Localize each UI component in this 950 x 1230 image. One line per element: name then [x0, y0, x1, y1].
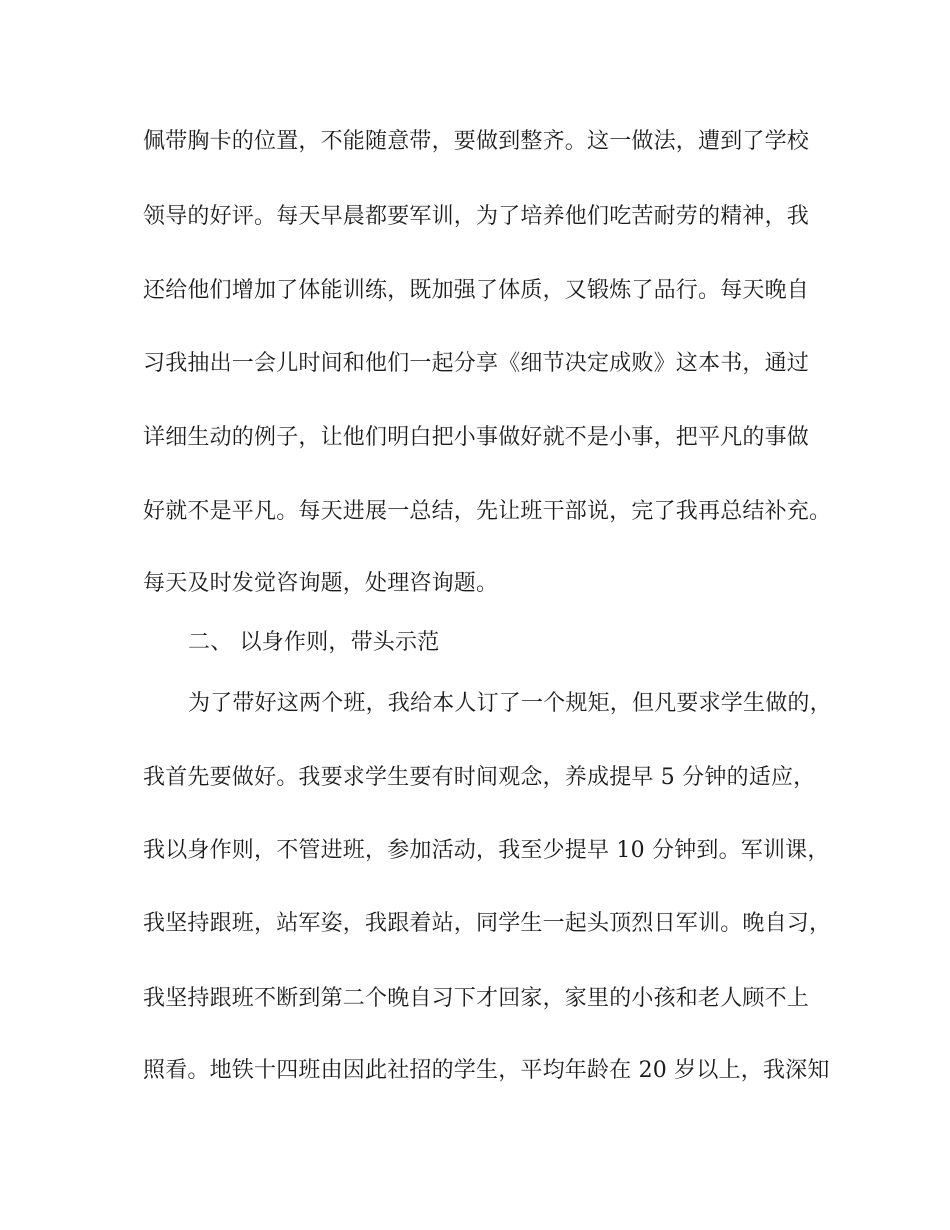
paragraph-line: 佩带胸卡的位置，不能随意带，要做到整齐。这一做法，遭到了学校	[143, 129, 810, 154]
paragraph-line: 每天及时发觉咨询题，处理咨询题。	[143, 571, 499, 596]
paragraph-line: 我坚持跟班，站军姿，我跟着站，同学生一起头顶烈日军训。晚自习，	[143, 911, 832, 936]
paragraph-line: 我以身作则，不管进班，参加活动，我至少提早 10 分钟到。军训课，	[143, 838, 830, 863]
paragraph-line: 还给他们增加了体能训练，既加强了体质，又锻炼了品行。每天晚自	[143, 278, 810, 303]
paragraph-line: 照看。地铁十四班由因此社招的学生，平均年龄在 20 岁以上，我深知	[143, 1058, 830, 1083]
paragraph-line: 我首先要做好。我要求学生要有时间观念，养成提早 5 分钟的适应，	[143, 765, 816, 790]
paragraph-line: 好就不是平凡。每天进展一总结，先让班干部说，完了我再总结补充。	[143, 499, 832, 524]
paragraph-line: 领导的好评。每天早晨都要军训，为了培养他们吃苦耐劳的精神，我	[143, 204, 810, 229]
paragraph-line: 详细生动的例子，让他们明白把小事做好就不是小事，把平凡的事做	[143, 425, 810, 450]
section-heading: 二、 以身作则，带头示范	[188, 630, 440, 655]
paragraph-line: 为了带好这两个班，我给本人订了一个规矩，但凡要求学生做的，	[188, 691, 832, 716]
paragraph-line: 习我抽出一会儿时间和他们一起分享《细节决定成败》这本书，通过	[143, 351, 810, 376]
paragraph-line: 我坚持跟班不断到第二个晚自习下才回家，家里的小孩和老人顾不上	[143, 986, 810, 1011]
